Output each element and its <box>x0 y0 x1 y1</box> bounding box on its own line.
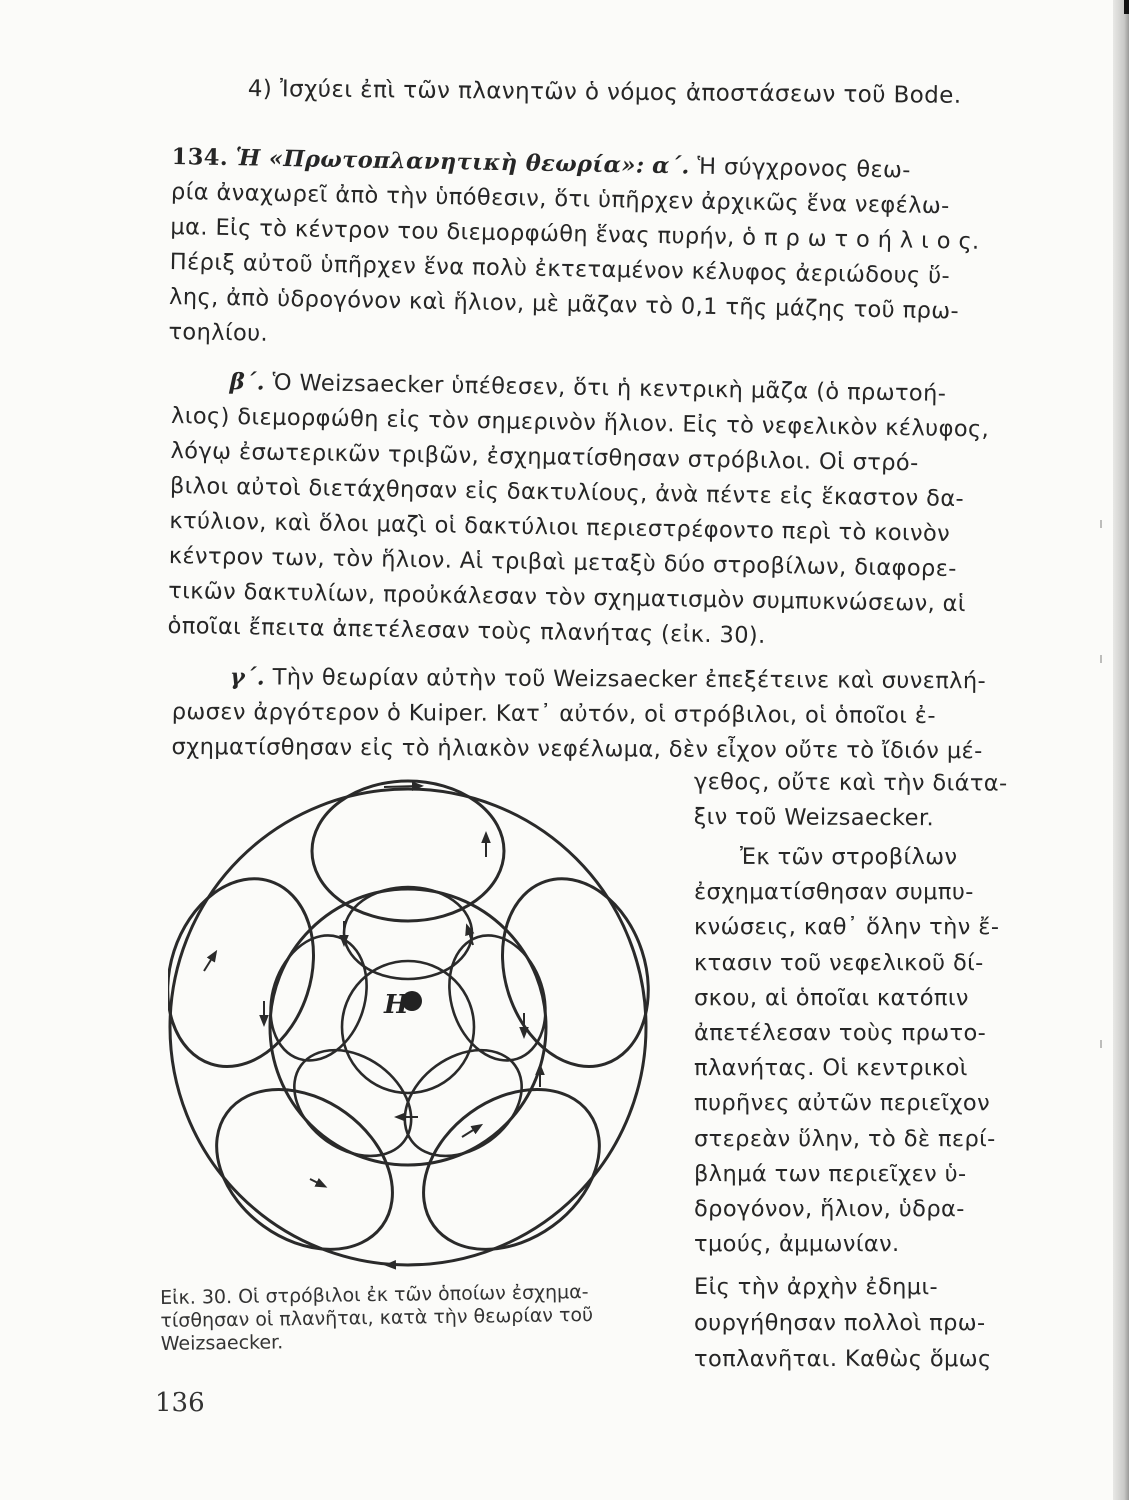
column-line: τοπλανῆται. Καθὼς ὅμως <box>694 1346 992 1372</box>
subsection-c-mark: γ΄. <box>229 664 266 691</box>
paragraph-c-continuation: γεθος, οὔτε καὶ τὴν διάτα- ξιν τοῦ Weizsaecker. <box>693 768 1008 832</box>
subsection-a-mark: α΄. <box>651 152 690 180</box>
inner-vortex <box>274 1028 432 1178</box>
column-line: σκου, αἱ ὁποῖαι κατόπιν <box>694 984 969 1011</box>
column-line: πλανήτας. Οἱ κεντρικοὶ <box>694 1055 968 1082</box>
outer-ring <box>170 789 646 1265</box>
column-line: κνώσεις, καθ᾽ ὅλην τὴν ἔ- <box>694 914 1000 941</box>
page-edge <box>1113 0 1129 1500</box>
arrow-mark <box>310 1179 322 1185</box>
arrow-mark <box>204 955 214 971</box>
arrow-mark <box>390 1264 424 1265</box>
column-line: ἀπετέλεσαν τοὺς πρωτο- <box>694 1019 987 1046</box>
column-line: τμούς, ἀμμωνίαν. <box>694 1231 900 1258</box>
sun-label: H <box>384 990 409 1020</box>
vortex-diagram <box>168 765 678 1277</box>
page-number: 136 <box>155 1388 205 1418</box>
arrow-mark <box>384 786 418 787</box>
section-number: 134. <box>171 143 229 172</box>
column-line: κτασιν τοῦ νεφελικοῦ δί- <box>694 949 984 976</box>
paragraph-a-text: Ἡ σύγχρονος θεω- ρία ἀναχωρεῖ ἀπὸ τὴν ὑπόθεσιν, ὅτι ὑπῆρχεν ἀρχικῶς ἕνα νεφέλω- μα. Εἰς τὸ κέντρον του διεμορφώθη ἕνας πυρήν, ὁ π ρ ω τ ο ή λ ι ο ς. Πέριξ αὐτοῦ ὑπῆρχεν ἕνα πολὺ ἐκτεταμένον κέλυφος ἀεριώδους ὕ- λης, ἀπὸ ὑδρογόνον καὶ ἥλιον, μὲ μᾶζαν τὸ 0,1 τῆς μάζης τοῦ πρω- τοηλίου. <box>168 153 980 347</box>
subsection-b-mark: β΄. <box>229 368 266 396</box>
column-line: ἐσχηματίσθησαν συμπυ- <box>694 879 974 906</box>
middle-ring <box>270 889 546 1165</box>
paragraph-b <box>167 364 1050 659</box>
inner-vortices <box>255 887 561 1178</box>
paragraph-c-text: Τὴν θεωρίαν αὐτὴν τοῦ Weizsaecker ἐπεξέτεινε καὶ συνεπλή- ρωσεν ἀργότερον ὁ Kuiper. Κατ᾽ αὐτόν, οἱ στρόβιλοι, οἱ ὁποῖοι ἐ- σχηματίσθησαν εἰς τὸ ἡλιακὸν νεφέλωμα, δὲν εἶχον οὔτε τὸ ἴδιόν μέ- <box>171 664 987 765</box>
column-line: βλημά των περιεῖχεν ὑ- <box>694 1160 967 1187</box>
right-column-paragraph <box>694 840 1034 1262</box>
outer-vortex <box>479 860 671 1086</box>
outer-vortex <box>312 781 504 921</box>
inner-ring <box>342 961 474 1093</box>
gutter-mark <box>1100 520 1102 528</box>
figure-caption: Εἰκ. 30. Οἱ στρόβιλοι ἐκ τῶν ὁποίων ἐσχημα- τίσθησαν οἱ πλανῆται, κατὰ τὴν θεωρίαν τοῦ Weizsaecker. <box>160 1281 594 1355</box>
flow-arrows <box>204 786 540 1265</box>
arrow-mark <box>462 1127 478 1137</box>
gutter-mark <box>1100 1040 1102 1048</box>
paragraph-a <box>168 140 1050 366</box>
column-line: δρογόνον, ἥλιον, ὑδρα- <box>694 1195 965 1222</box>
column-line: στερεὰν ὕλην, τὸ δὲ περί- <box>694 1125 996 1152</box>
column-line: ουργήθησαν πολλοὶ πρω- <box>694 1310 986 1336</box>
right-column-paragraph-2 <box>694 1270 1034 1378</box>
figure-30 <box>168 765 678 1277</box>
column-line: Ἐκ τῶν στροβίλων <box>740 844 958 870</box>
paragraph-c <box>171 660 1050 770</box>
paragraph-b-text: Ὁ Weizsaecker ὑπέθεσεν, ὅτι ἡ κεντρικὴ μᾶζα (ὁ πρωτοή- λιος) διεμορφώθη εἰς τὸν σημερινὸν ἥλιον. Εἰς τὸ νεφελικὸν κέλυφος, λόγῳ ἐσωτερικῶν τριβῶν, ἐσχηματίσθησαν στρόβιλοι. Οἱ στρό- βιλοι αὐτοὶ διετάχθησαν εἰς δακτυλίους, ἀνὰ πέντε εἰς ἕκαστον δα- κτύλιον, καὶ ὅλοι μαζὶ οἱ δακτύλιοι περιεστρέφοντο περὶ τὸ κοινὸν κέντρον των, τὸν ἥλιον. Αἱ τριβαὶ μεταξὺ δύο στροβίλων, διαφορε- τικῶν δακτυλίων, προὐκάλεσαν τὸν σχηματισμὸν συμπυκνώσεων, αἱ ὁποῖαι ἔπειτα ἀπετέλεσαν τοὺς πλανήτας (εἰκ. 30). <box>167 369 990 649</box>
column-line: Εἰς τὴν ἀρχὴν ἐδημι- <box>694 1274 939 1300</box>
column-line: πυρῆνες αὐτῶν περιεῖχον <box>694 1090 991 1117</box>
outer-vortex <box>168 860 337 1086</box>
section-title: Ἡ «Πρωτοπλανητικὴ θεωρία»: <box>235 145 645 179</box>
item-4-text: 4) Ἰσχύει ἐπὶ τῶν πλανητῶν ὁ νόμος ἀποστάσεων τοῦ Bode. <box>247 75 962 109</box>
gutter-mark <box>1100 655 1102 663</box>
